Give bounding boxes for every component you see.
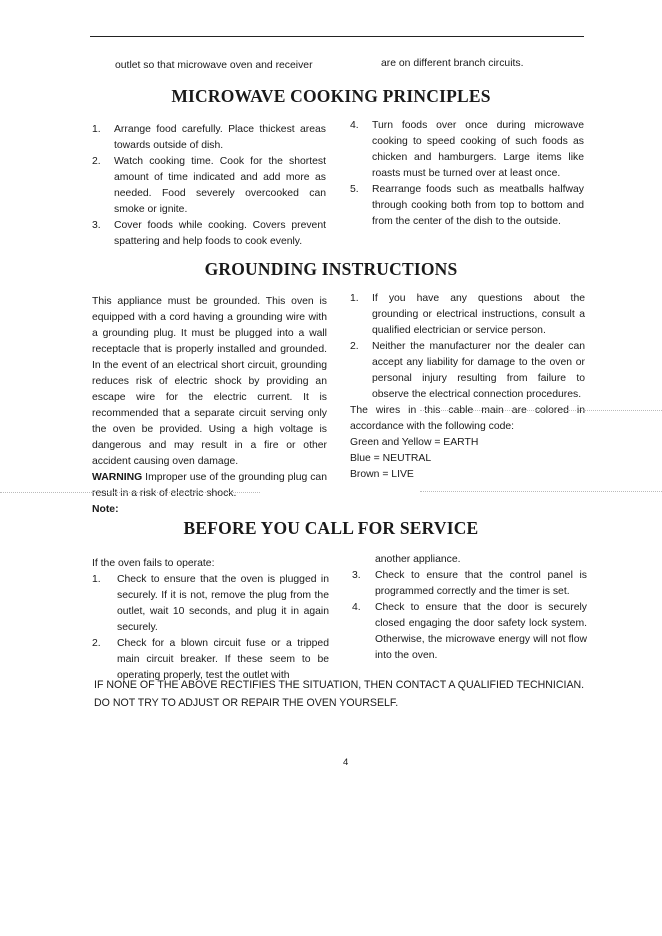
principles-right-list: [350, 118, 584, 230]
carryover-right: are on different branch circuits.: [381, 58, 524, 69]
service-caps-line-1: IF NONE OF THE ABOVE RECTIFIES THE SITUATION, THEN CONTACT A QUALIFIED TECHNICIAN.: [94, 679, 585, 691]
list-number: 2.: [92, 156, 101, 167]
warning-paragraph: [92, 470, 327, 502]
grounding-left-column: [92, 294, 327, 518]
list-number: 4.: [350, 120, 359, 131]
service-caps-line-2: DO NOT TRY TO ADJUST OR REPAIR THE OVEN YOURSELF.: [94, 697, 399, 709]
list-item: [352, 600, 587, 664]
service-left-column: [92, 556, 329, 684]
list-text: Arrange food carefully. Place thickest areas towards outside of dish.: [114, 124, 326, 151]
list-number: 4.: [352, 602, 361, 613]
list-item: [352, 568, 587, 600]
list-text: Check to ensure that the control panel is programmed correctly and the timer is set.: [375, 570, 587, 597]
list-text: Neither the manufacturer nor the dealer can accept any liability for damage to the oven or personal injury resulting from failure to observe the electrical connection procedures.: [372, 341, 585, 400]
grounding-right-column: [350, 291, 585, 483]
list-item: [92, 154, 326, 218]
wire-color-intro: The wires in this cable main are colored in accordance with the following code:: [350, 405, 585, 432]
list-text: Cover foods while cooking. Covers prevent spattering and help foods to cook evenly.: [114, 220, 326, 247]
wire-code-earth: Green and Yellow = EARTH: [350, 437, 479, 448]
list-number: 2.: [92, 638, 101, 649]
top-rule: [90, 36, 584, 37]
list-number: 1.: [92, 124, 101, 135]
list-item: [350, 291, 585, 339]
list-text: Watch cooking time. Cook for the shortest amount of time indicated and add more as needed. Food severely overcooked can smoke or ignite.: [114, 156, 326, 215]
list-text: Check to ensure that the oven is plugged in securely. If it is not, remove the plug from the outlet, wait 10 seconds, and plug it in again securely.: [117, 574, 329, 633]
scan-dotted-line: [420, 410, 662, 411]
page-number: 4: [343, 757, 349, 768]
list-text: Check for a blown circuit fuse or a tripped main circuit breaker. If these seem to be operating properly, test the outlet with: [117, 638, 329, 681]
list-number: 1.: [92, 574, 101, 585]
carryover-left: outlet so that microwave oven and receiver: [115, 60, 313, 71]
list-text: Rearrange foods such as meatballs halfway through cooking both from top to bottom and from the center of the dish to the outside.: [372, 184, 584, 227]
principles-heading: MICROWAVE COOKING PRINCIPLES: [171, 86, 491, 106]
list-number: 2.: [350, 341, 359, 352]
service-intro: If the oven fails to operate:: [92, 558, 215, 569]
scan-dotted-line: [420, 491, 662, 492]
list-number: 3.: [92, 220, 101, 231]
wire-code-neutral: Blue = NEUTRAL: [350, 453, 432, 464]
grounding-paragraph: This appliance must be grounded. This oven is equipped with a cord having a grounding wire with a grounding plug. It must be plugged into a wall receptacle that is properly installed and grounded. In the event of an electrical short circuit, grounding reduces risk of electric shock by providing an escape wire for the electric current. It is recommended that a separate circuit serving only the oven be provided. Using a high voltage is dangerous and may result in a fire or other accident causing oven damage.: [92, 296, 327, 467]
list-item: [92, 218, 326, 250]
list-number: 5.: [350, 184, 359, 195]
warning-text: Improper use of the grounding plug can result in a risk of electric shock.: [92, 472, 327, 499]
list-number: 1.: [350, 293, 359, 304]
wire-code-live: Brown = LIVE: [350, 469, 414, 480]
list-item: [350, 339, 585, 403]
service-right-column: [352, 552, 587, 664]
list-text: Turn foods over once during microwave cooking to speed cooking of such foods as chicken and hamburgers. Large items like roasts must be turned over at least once.: [372, 120, 584, 179]
list-item: [350, 182, 584, 230]
scan-dotted-line: [0, 492, 260, 493]
principles-left-list: [92, 122, 326, 250]
list-text: Check to ensure that the door is securely closed engaging the door safety lock system. Otherwise, the microwave energy will not flow into the oven.: [375, 602, 587, 661]
note-label: Note:: [92, 504, 119, 515]
list-item: [92, 572, 329, 636]
list-number: 3.: [352, 570, 361, 581]
service-continuation: another appliance.: [375, 554, 461, 565]
list-item: [92, 122, 326, 154]
service-heading: BEFORE YOU CALL FOR SERVICE: [183, 518, 479, 538]
list-item: [350, 118, 584, 182]
grounding-heading: GROUNDING INSTRUCTIONS: [204, 259, 458, 279]
list-text: If you have any questions about the grounding or electrical instructions, consult a qualified electrician or service person.: [372, 293, 585, 336]
warning-label: WARNING: [92, 472, 143, 483]
